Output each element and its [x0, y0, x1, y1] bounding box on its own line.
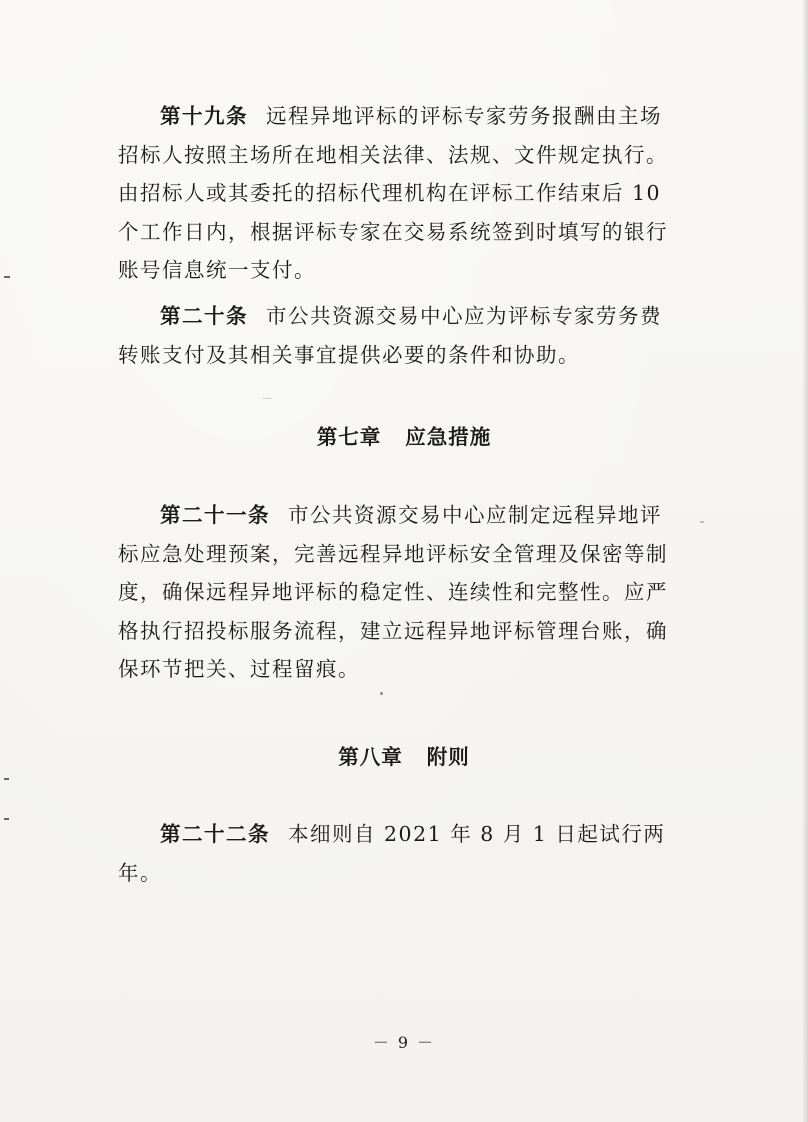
scan-mark	[4, 818, 9, 820]
chapter-8-title: 附则	[426, 745, 470, 769]
article-20-label: 第二十条	[160, 304, 248, 328]
article-19-label: 第十九条	[160, 104, 248, 128]
chapter-7-title: 应急措施	[405, 425, 492, 449]
scan-mark	[4, 778, 9, 780]
scan-speck	[380, 692, 383, 695]
article-22	[118, 815, 678, 892]
article-19	[118, 97, 678, 290]
chapter-8-number: 第八章	[338, 745, 403, 769]
article-22-text: 本细则自 2021 年 8 月 1 日起试行两年。	[118, 822, 666, 885]
scan-speck	[700, 521, 704, 523]
article-19-text: 远程异地评标的评标专家劳务报酬由主场招标人按照主场所在地相关法律、法规、文件规定执行。由招标人或其委托的招标代理机构在评标工作结束后 10 个工作日内，根据评标专家在交易系统签到时填写的银行账号信息统一支付。	[118, 104, 668, 282]
page-edge-shadow	[802, 0, 808, 1122]
page-number: － 9 －	[372, 1033, 436, 1052]
chapter-7-heading	[0, 420, 808, 450]
article-21-label: 第二十一条	[160, 503, 270, 527]
chapter-8-heading	[0, 740, 808, 770]
article-20	[118, 297, 678, 374]
chapter-7-number: 第七章	[316, 425, 382, 449]
article-21-text: 市公共资源交易中心应制定远程异地评标应急处理预案，完善远程异地评标安全管理及保密等制度，确保远程异地评标的稳定性、连续性和完整性。应严格执行招投标服务流程，建立远程异地评标管理台账，确保环节把关、过程留痕。	[118, 503, 668, 681]
article-21	[118, 496, 678, 689]
scan-speck	[262, 398, 272, 399]
article-22-label: 第二十二条	[160, 822, 270, 846]
scan-mark	[4, 276, 10, 278]
article-20-text: 市公共资源交易中心应为评标专家劳务费转账支付及其相关事宜提供必要的条件和协助。	[118, 304, 662, 367]
